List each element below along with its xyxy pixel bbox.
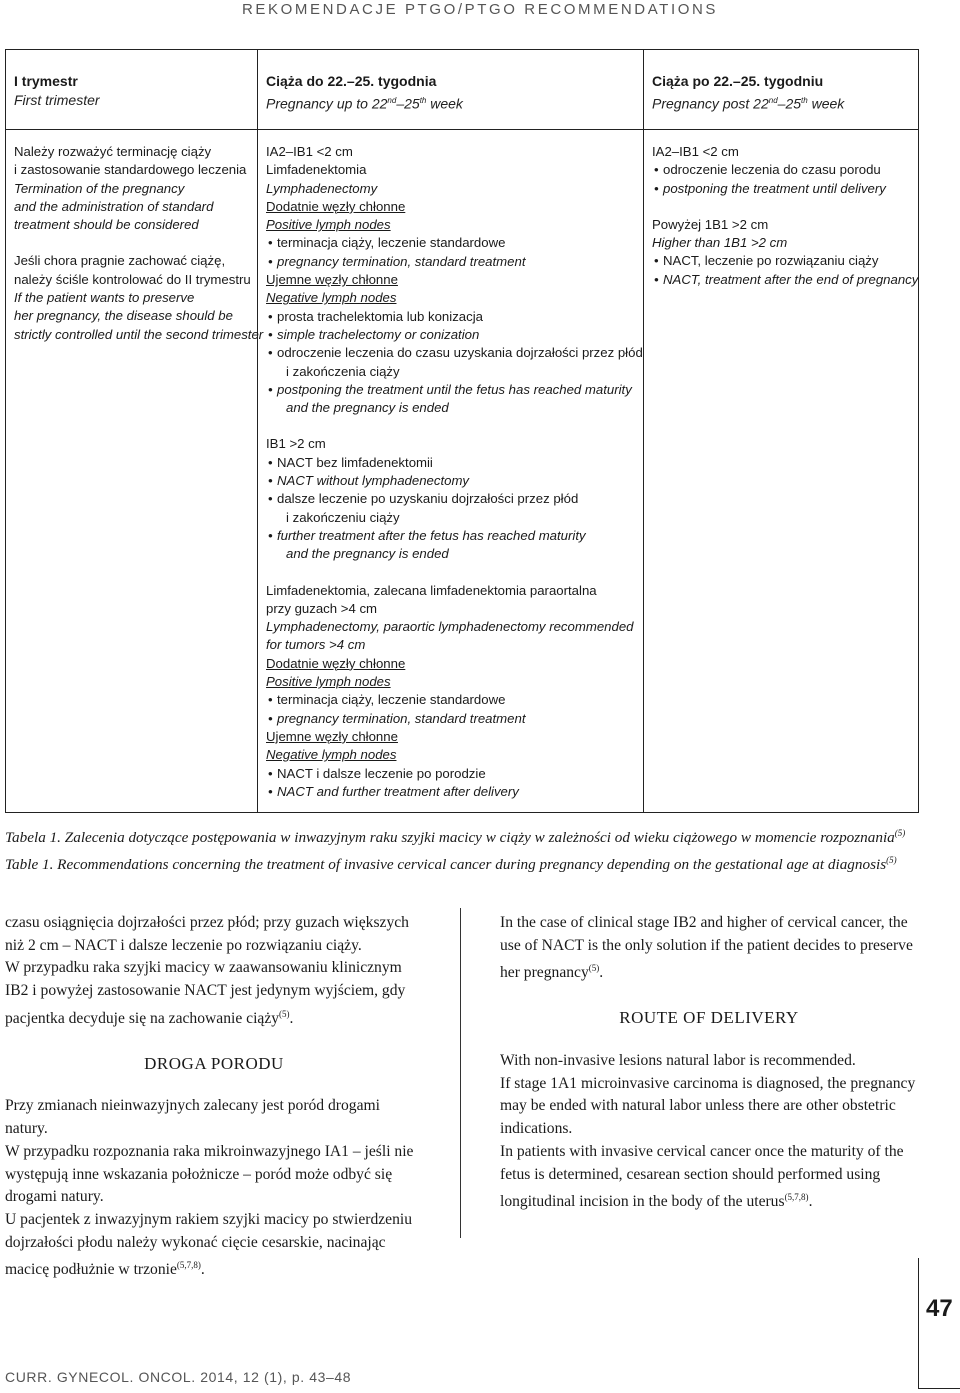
paragraph: Przy zmianach nieinwazyjnych zalecany jest poród drogami natury. xyxy=(5,1097,380,1138)
positive-nodes-label: Dodatnie węzły chłonne xyxy=(266,198,406,214)
paragraph: U pacjentek z inwazyjnym rakiem szyjki macicy po stwierdzeniu dojrzałości płodu należy wykonać cięcie cesarskie, nacinając macicę podłużnie w trzonie$^{(5,7,8)}$. xyxy=(5,1210,413,1279)
header-pl: I trymestr xyxy=(14,73,78,89)
bullet-item: • NACT without lymphadenectomy xyxy=(266,472,635,490)
paragraph: In patients with invasive cervical cancer once the maturity of the fetus is determined, cesarean section should performed using longitudinal incision in the body of the uterus$^{(5,7,8)}$. xyxy=(500,1142,904,1211)
table-header-row xyxy=(6,50,919,130)
text-line: i zastosowanie standardowego leczenia xyxy=(14,162,247,178)
header-first-trimester xyxy=(6,50,258,130)
negative-nodes-label-en: Negative lymph nodes xyxy=(266,747,397,763)
text-line: należy ściśle kontrolować do II trymestru xyxy=(14,271,251,287)
bullet-continuation: i zakończeniu ciąży xyxy=(286,509,400,525)
negative-nodes-label: Ujemne węzły chłonne xyxy=(266,272,398,288)
page-number-rule-vertical xyxy=(918,1258,919,1388)
stage-title: Powyżej 1B1 >2 cm xyxy=(652,216,769,232)
text-line: Lymphadenectomy xyxy=(266,180,378,196)
caption-pl: Tabela 1. Zalecenia dotyczące postępowania w inwazyjnym raku szyjki macicy w ciąży w zależności od wieku ciążowego w momencie rozpoznania$^{(5)}$ xyxy=(5,828,906,847)
text-line: her pregnancy, the disease should be xyxy=(14,308,233,324)
paragraph: With non-invasive lesions natural labor is recommended. xyxy=(500,1052,856,1069)
bullet-item: • postponing the treatment until the fetus has reached maturity xyxy=(266,381,635,399)
bullet-item: • NACT, leczenie po rozwiązaniu ciąży xyxy=(652,252,910,270)
bullet-item: • NACT, treatment after the end of pregnancy xyxy=(652,271,910,289)
text-line: strictly controlled until the second trimester xyxy=(14,326,264,342)
bullet-item: • further treatment after the fetus has reached maturity xyxy=(266,527,635,545)
bullet-item: • pregnancy termination, standard treatment xyxy=(266,710,635,728)
positive-nodes-label: Dodatnie węzły chłonne xyxy=(266,655,406,671)
header-pl: Ciąża po 22.–25. tygodniu xyxy=(652,73,824,89)
text-line: Limfadenektomia xyxy=(266,162,367,178)
text-line: Higher than 1B1 >2 cm xyxy=(652,235,788,251)
bullet-item: • NACT and further treatment after delivery xyxy=(266,783,635,801)
negative-nodes-label-en: Negative lymph nodes xyxy=(266,290,397,306)
cell-post-22-25 xyxy=(644,130,919,813)
bullet-item: • terminacja ciąży, leczenie standardowe xyxy=(266,691,635,709)
column-divider xyxy=(460,908,461,1238)
paragraph: czasu osiągnięcia dojrzałości przez płód; przy guzach większych niż 2 cm – NACT i dalsze leczenie po rozwiązaniu ciąży. xyxy=(5,914,409,954)
text-line: for tumors >4 cm xyxy=(266,637,366,653)
text-line: Jeśli chora pragnie zachować ciążę, xyxy=(14,253,226,269)
text-line: treatment should be considered xyxy=(14,217,199,233)
paragraph: If stage 1A1 microinvasive carcinoma is diagnosed, the pregnancy may be ended with natural labor unless there are other obstetric indications. xyxy=(500,1074,916,1138)
right-text-column xyxy=(500,912,918,1214)
journal-footer: CURR. GYNECOL. ONCOL. 2014, 12 (1), p. 43–48 xyxy=(5,1369,352,1385)
page-number: 47 xyxy=(926,1295,953,1322)
table-caption xyxy=(5,822,925,876)
header-post-22-25 xyxy=(644,50,919,130)
stage-title: IA2–IB1 <2 cm xyxy=(266,144,353,159)
bullet-item: • NACT i dalsze leczenie po porodzie xyxy=(266,765,635,783)
bullet-item: • pregnancy termination, standard treatment xyxy=(266,253,635,271)
paragraph: W przypadku raka szyjki macicy w zaawansowaniu klinicznym IB2 i powyżej zastosowanie NACT jest jedynym wyjściem, gdy pacjentka decyduje się na zachowanie ciąży$^{(5)}$. xyxy=(5,959,406,1027)
text-line: przy guzach >4 cm xyxy=(266,600,378,616)
section-heading: ROUTE OF DELIVERY xyxy=(619,1008,799,1028)
positive-nodes-label-en: Positive lymph nodes xyxy=(266,217,391,233)
stage-title: IA2–IB1 <2 cm xyxy=(652,144,739,159)
recommendations-table xyxy=(5,49,919,813)
bullet-item: • odroczenie leczenia do czasu porodu xyxy=(652,161,910,179)
bullet-item: • odroczenie leczenia do czasu uzyskania dojrzałości przez płód xyxy=(266,344,635,362)
text-line: Należy rozważyć terminację ciąży xyxy=(14,144,212,159)
cell-up-to-22-25 xyxy=(258,130,644,813)
header-en: First trimester xyxy=(14,92,100,108)
paragraph: In the case of clinical stage IB2 and higher of cervical cancer, the use of NACT is the only solution if the patient decides to preserve her pregnancy$^{(5)}$. xyxy=(500,914,913,982)
left-text-column xyxy=(5,912,423,1282)
positive-nodes-label-en: Positive lymph nodes xyxy=(266,674,391,690)
table-body-row xyxy=(6,130,919,813)
header-en: Pregnancy up to 22nd–25th week xyxy=(266,95,463,112)
bullet-item: • simple trachelectomy or conization xyxy=(266,326,635,344)
caption-en: Table 1. Recommendations concerning the treatment of invasive cervical cancer during pregnancy depending on the gestational age at diagnosis$^{(5)}$ xyxy=(5,855,897,874)
bullet-continuation: and the pregnancy is ended xyxy=(286,546,449,562)
header-en: Pregnancy post 22nd–25th week xyxy=(652,95,845,112)
bullet-continuation: i zakończenia ciąży xyxy=(286,363,400,379)
bullet-item: • NACT bez limfadenektomii xyxy=(266,454,635,472)
text-line: and the administration of standard xyxy=(14,198,214,214)
bullet-item: • postponing the treatment until delivery xyxy=(652,180,910,198)
cell-first-trimester xyxy=(6,130,264,813)
page-number-rule-horizontal xyxy=(918,1388,960,1389)
text-line: If the patient wants to preserve xyxy=(14,290,195,306)
stage-title: IB1 >2 cm xyxy=(266,436,326,452)
paragraph: W przypadku rozpoznania raka mikroinwazyjnego IA1 – jeśli nie występują inne wskazania położnicze – poród może odbyć się drogami natury. xyxy=(5,1142,414,1206)
section-heading: DROGA PORODU xyxy=(144,1053,284,1073)
header-up-to-22-25 xyxy=(258,50,644,130)
bullet-item: • terminacja ciąży, leczenie standardowe xyxy=(266,234,635,252)
bullet-item: • dalsze leczenie po uzyskaniu dojrzałości przez płód xyxy=(266,490,635,508)
header-pl: Ciąża do 22.–25. tygodnia xyxy=(266,73,437,89)
bullet-continuation: and the pregnancy is ended xyxy=(286,400,449,416)
running-head: REKOMENDACJE PTGO/PTGO RECOMMENDATIONS xyxy=(241,1,719,18)
negative-nodes-label: Ujemne węzły chłonne xyxy=(266,728,398,744)
text-line: Lymphadenectomy, paraortic lymphadenectomy recommended xyxy=(266,619,634,635)
bullet-item: • prosta trachelektomia lub konizacja xyxy=(266,308,635,326)
text-line: Termination of the pregnancy xyxy=(14,180,185,196)
text-line: Limfadenektomia, zalecana limfadenektomia paraortalna xyxy=(266,582,597,598)
